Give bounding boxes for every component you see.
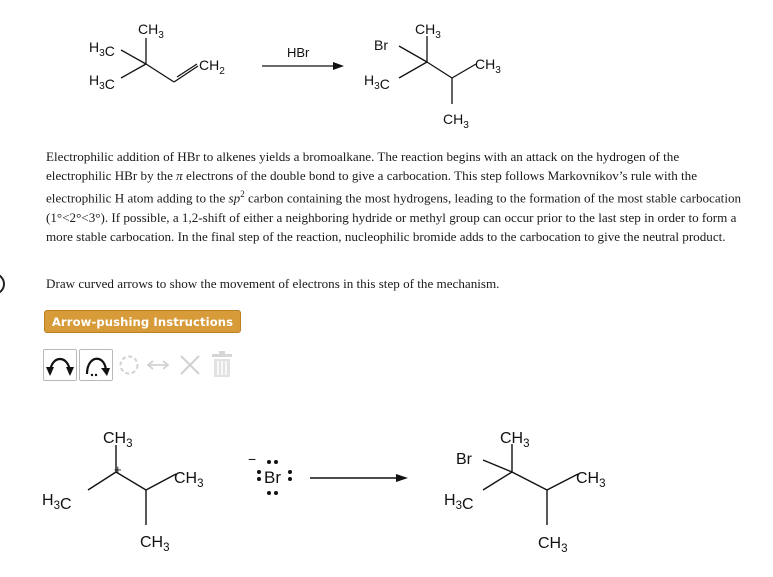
mechanism-step-scheme: [0, 410, 773, 577]
reactant-methyl-lower-left: $H_3C$: [89, 72, 115, 92]
delete-tool[interactable]: [175, 349, 205, 381]
top-reaction-scheme: [0, 0, 773, 140]
mechanism-product-methyl-bottom: $CH_3$: [538, 535, 568, 555]
carbocation-positive-charge: +: [114, 462, 122, 477]
product-methyl-bottom: $CH_3$: [443, 111, 469, 131]
arrow-pushing-instructions-button[interactable]: Arrow-pushing Instructions: [44, 310, 241, 333]
product-bromo: Br: [374, 37, 388, 53]
reactant-methyl-top: $CH_3$: [138, 21, 164, 41]
mechanism-product-methyl-lower-left: $H_3C$: [444, 492, 474, 513]
double-headed-curved-arrow-icon: [46, 352, 74, 378]
single-headed-curved-arrow-icon: [82, 352, 110, 378]
mechanism-description: Electrophilic addition of HBr to alkenes yields a bromoalkane. The reaction begins with an attack on the hydrogen of the electrophilic HBr by the π electrons of the double bond to give a carbocation. This step follows Markovnikov’s rule with the electrophilic H atom adding to the $sp^2$ carbon containing the most hydrogens, leading to the formation of the most stable carbocation (1°<2°<3°). If possible, a 1,2-shift of either a neighboring hydride or methyl group can occur prior to the last step in order to form a more stable carbocation. In the final step of the reaction, nucleophilic bromide adds to the carbocation to give the neutral product.: [46, 149, 742, 244]
bromide-negative-charge: −: [248, 451, 257, 467]
close-icon: [177, 352, 203, 378]
product-methyl-right: $CH_3$: [475, 56, 501, 76]
clear-all-tool[interactable]: [207, 349, 237, 381]
product-methyl-lower-left: $H_3C$: [364, 72, 390, 92]
left-edge-marker: [0, 273, 5, 295]
mechanism-arrow-head: [396, 474, 408, 482]
carbocation-structure: [88, 445, 176, 525]
reactant-vinyl-end: $CH_2$: [199, 57, 225, 77]
reactant-methyl-left: $H_3C$: [89, 39, 115, 59]
reactant-structure: [121, 38, 198, 82]
double-arrow-icon: [144, 355, 172, 375]
carbocation-methyl-bottom: $CH_3$: [140, 534, 170, 554]
double-headed-curved-arrow-tool[interactable]: [43, 349, 77, 381]
question-prompt: Draw curved arrows to show the movement of electrons in this step of the mechanism.: [46, 276, 500, 291]
trash-icon: [209, 351, 235, 379]
product-methyl-top: $CH_3$: [415, 21, 441, 41]
bromide-symbol: Br: [264, 468, 281, 487]
bromide-ion[interactable]: [248, 451, 292, 495]
mechanism-product-methyl-right: $CH_3$: [576, 470, 606, 490]
mechanism-product-bromo: Br: [456, 451, 472, 468]
resonance-arrow-tool[interactable]: [143, 349, 173, 381]
carbocation-methyl-right: $CH_3$: [174, 470, 204, 490]
reaction-arrow-head: [333, 62, 344, 70]
mechanism-product-structure: [483, 444, 578, 525]
drawing-toolbar: [43, 347, 237, 383]
product-structure: [399, 36, 476, 104]
carbocation-methyl-left: $H_3C$: [42, 492, 72, 513]
reagent-label: HBr: [287, 45, 310, 60]
single-headed-curved-arrow-tool[interactable]: [79, 349, 113, 381]
ring-tool[interactable]: [115, 349, 143, 381]
mechanism-product-methyl-top: $CH_3$: [500, 430, 530, 450]
carbocation-methyl-top: $CH_3$: [103, 430, 133, 450]
dashed-ring-icon: [117, 353, 141, 377]
